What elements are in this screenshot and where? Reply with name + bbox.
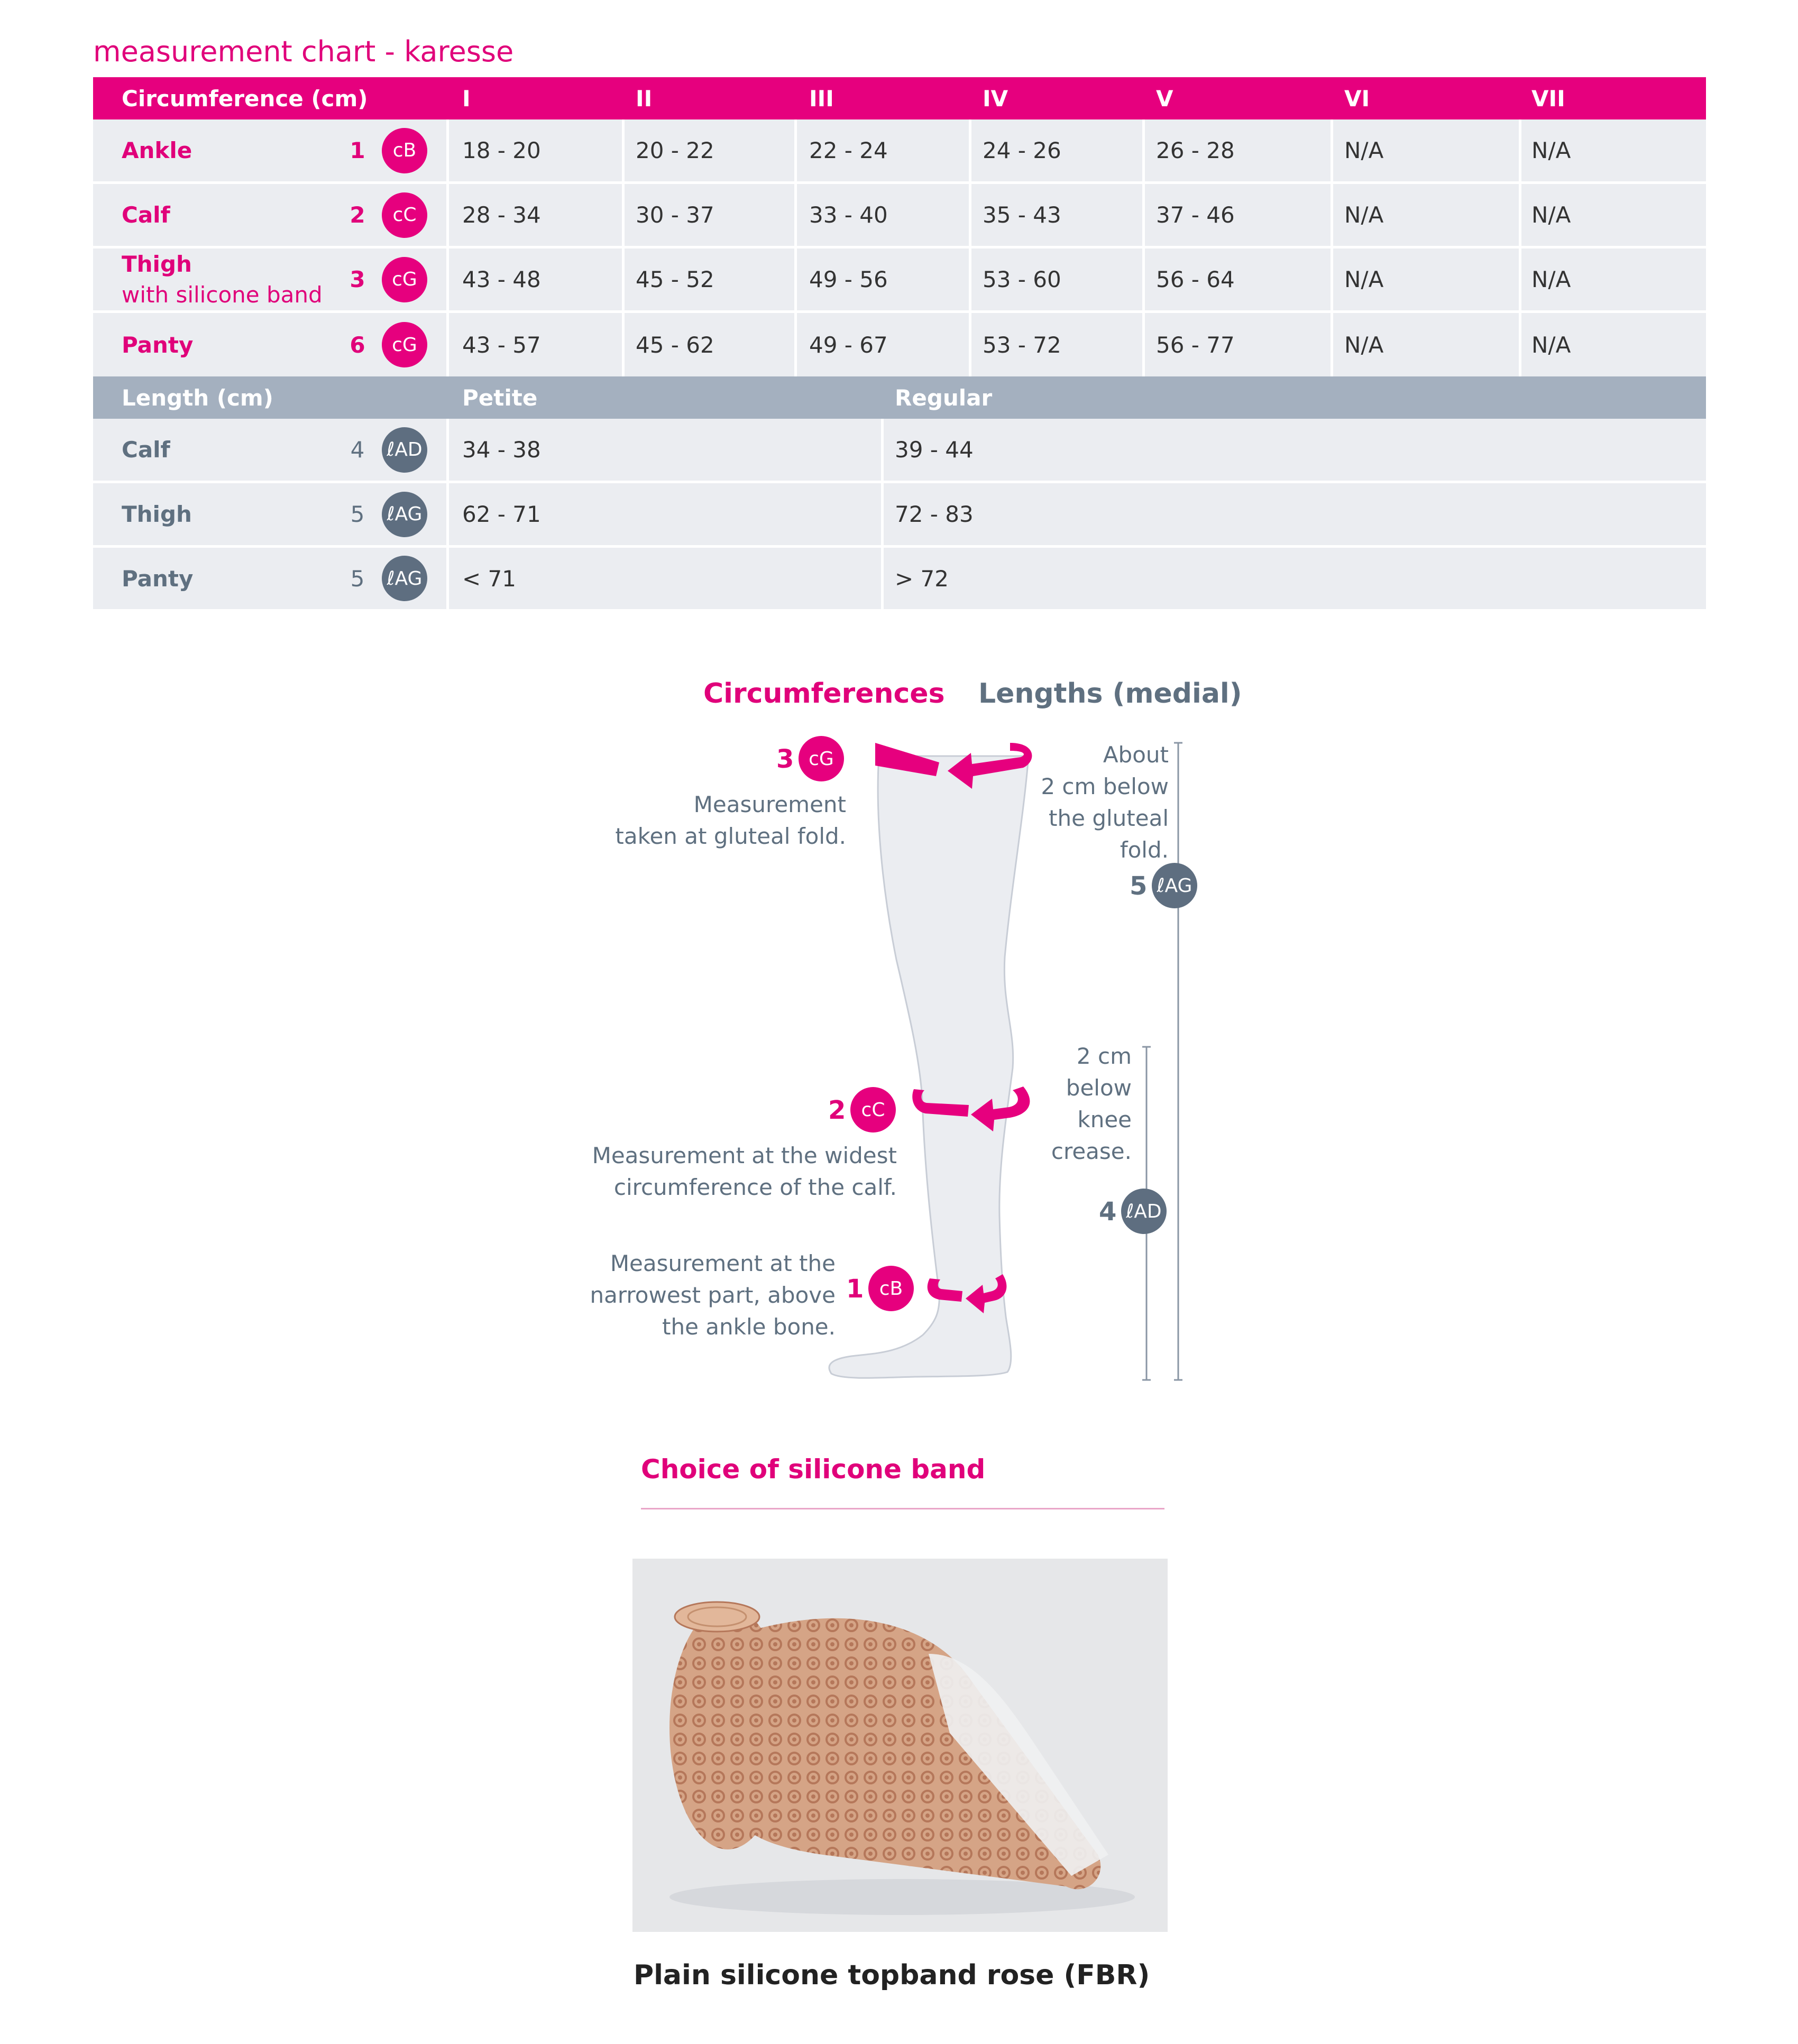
annotation-line: Measurement at the (610, 1250, 836, 1276)
table-cell: > 72 (895, 565, 949, 592)
heading-divider (641, 1508, 1164, 1509)
row-number: 4 (350, 437, 365, 463)
row-label: Thigh (122, 251, 192, 277)
measure-badge: cG (382, 322, 427, 367)
measure-number: 4 (1099, 1197, 1117, 1227)
measure-badge: cC (382, 192, 427, 238)
measure-badge: cB (382, 128, 427, 173)
table-cell: N/A (1531, 266, 1571, 292)
table-cell: 62 - 71 (462, 501, 541, 527)
table-cell: 34 - 38 (462, 437, 541, 463)
measure-number: 2 (828, 1095, 846, 1125)
measure-badge: ℓAG (1152, 863, 1197, 908)
annotation-b (529, 1248, 836, 1343)
table-cell: 49 - 67 (809, 332, 888, 358)
table-cell: 45 - 62 (636, 332, 714, 358)
lengths-heading: Lengths (medial) (978, 678, 1242, 710)
measure-badge: cB (868, 1266, 914, 1311)
table-cell: N/A (1531, 137, 1571, 163)
annotation-line: knee (1077, 1107, 1132, 1133)
band-roll-illustration (632, 1559, 1168, 1932)
table-cell: 56 - 64 (1156, 266, 1235, 292)
table-cell: 49 - 56 (809, 266, 888, 292)
size-header: II (636, 85, 653, 112)
table-cell: 53 - 60 (983, 266, 1061, 292)
row-sublabel: with silicone band (122, 281, 323, 308)
size-header: V (1156, 85, 1173, 112)
row-number: 1 (350, 137, 365, 163)
table-cell: 18 - 20 (462, 137, 541, 163)
annotation-line: narrowest part, above (590, 1282, 836, 1308)
size-header: IV (983, 85, 1008, 112)
table-cell: < 71 (462, 565, 516, 592)
measure-badge: ℓAD (382, 427, 427, 473)
table-cell: N/A (1531, 202, 1571, 228)
annotation-line: 2 cm (1076, 1043, 1132, 1069)
table-cell: 30 - 37 (636, 202, 714, 228)
table-cell: 43 - 48 (462, 266, 541, 292)
measure-number: 5 (1130, 871, 1148, 901)
annotation-line: circumference of the calf. (613, 1174, 897, 1200)
row-number: 6 (350, 332, 365, 358)
row-number: 2 (350, 202, 365, 228)
table-cell: 20 - 22 (636, 137, 714, 163)
size-header: I (462, 85, 471, 112)
row-label: Panty (122, 332, 194, 358)
annotation-line: crease. (1051, 1138, 1132, 1164)
table-cell: 53 - 72 (983, 332, 1061, 358)
table-cell: 45 - 52 (636, 266, 714, 292)
measure-badge: ℓAG (382, 556, 427, 601)
measure-number: 3 (776, 744, 794, 774)
table-cell: N/A (1344, 137, 1384, 163)
measure-badge: ℓAG (382, 492, 427, 537)
row-label: Calf (122, 202, 170, 228)
table-cell: N/A (1344, 202, 1384, 228)
silicone-band-heading: Choice of silicone band (641, 1454, 986, 1485)
silicone-band-caption: Plain silicone topband rose (FBR) (634, 1959, 1150, 1991)
row-label: Thigh (122, 501, 192, 527)
row-label: Panty (122, 565, 194, 592)
table-cell: 24 - 26 (983, 137, 1061, 163)
annotation-line: the ankle bone. (662, 1314, 836, 1340)
annotation-ag (1005, 739, 1169, 866)
annotation-ad (1005, 1041, 1132, 1167)
circumferences-heading: Circumferences (703, 678, 945, 710)
table-cell: N/A (1531, 332, 1571, 358)
table-cell: N/A (1344, 266, 1384, 292)
silicone-band-photo (632, 1559, 1168, 1932)
annotation-line: below (1066, 1075, 1132, 1101)
row-number: 3 (350, 266, 365, 292)
annotation-line: About (1103, 742, 1169, 768)
measure-badge: ℓAD (1121, 1189, 1167, 1234)
size-header: VI (1344, 85, 1370, 112)
measure-badge: cG (799, 736, 844, 781)
table-cell: N/A (1344, 332, 1384, 358)
table-cell: 56 - 77 (1156, 332, 1235, 358)
table-cell: 37 - 46 (1156, 202, 1235, 228)
annotation-c (529, 1140, 897, 1203)
row-number: 5 (350, 501, 365, 527)
circumference-header: Circumference (cm) (122, 85, 368, 112)
annotation-line: taken at gluteal fold. (615, 823, 846, 849)
table-cell: 28 - 34 (462, 202, 541, 228)
table-cell: 26 - 28 (1156, 137, 1235, 163)
measure-badge: cG (382, 257, 427, 302)
annotation-line: Measurement at the widest (592, 1143, 897, 1168)
length-col-header: Regular (895, 384, 993, 411)
row-label: Calf (122, 437, 170, 463)
length-header: Length (cm) (122, 384, 273, 411)
table-cell: 39 - 44 (895, 437, 974, 463)
annotation-g (529, 789, 846, 852)
page-title: measurement chart - karesse (93, 35, 514, 68)
row-label: Ankle (122, 137, 192, 163)
table-cell: 35 - 43 (983, 202, 1061, 228)
annotation-line: 2 cm below (1041, 774, 1169, 799)
table-cell: 33 - 40 (809, 202, 888, 228)
row-number: 5 (350, 565, 365, 592)
annotation-line: the gluteal (1049, 805, 1169, 831)
table-cell: 72 - 83 (895, 501, 974, 527)
table-cell: 43 - 57 (462, 332, 541, 358)
measure-number: 1 (846, 1274, 864, 1304)
table-cell: 22 - 24 (809, 137, 888, 163)
annotation-line: Measurement (693, 791, 846, 817)
annotation-line: fold. (1120, 837, 1169, 863)
size-header: III (809, 85, 834, 112)
size-header: VII (1531, 85, 1565, 112)
measure-badge: cC (850, 1087, 896, 1133)
length-col-header: Petite (462, 384, 538, 411)
